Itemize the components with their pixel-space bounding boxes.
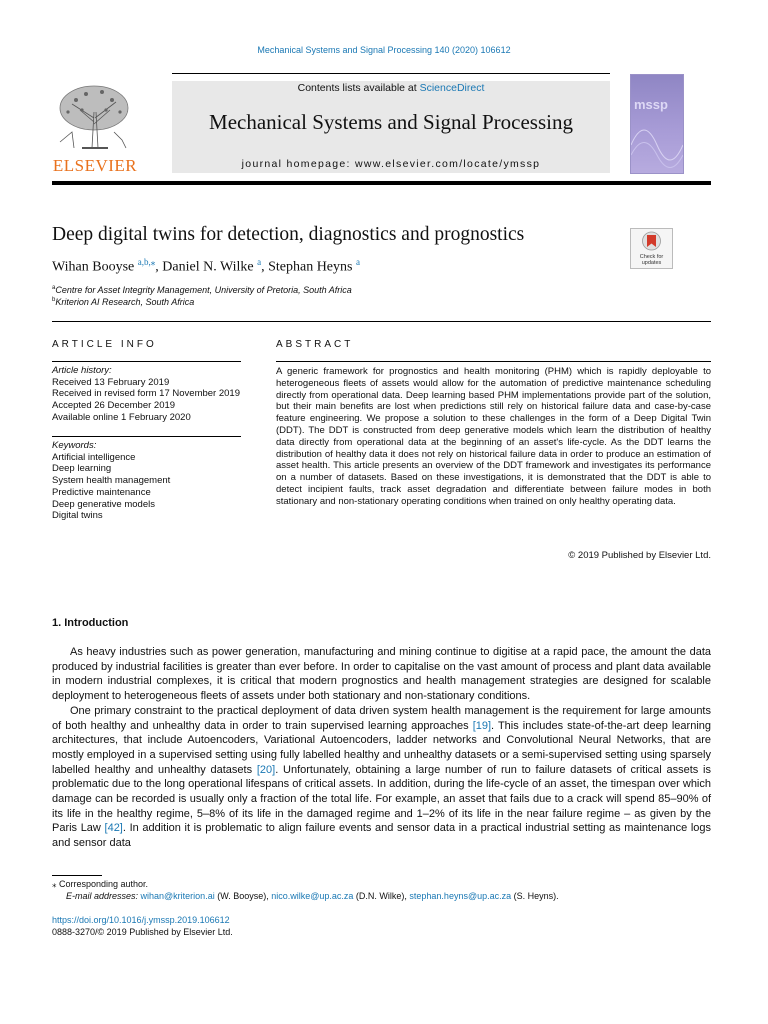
article-title: Deep digital twins for detection, diagnostics and prognostics xyxy=(52,224,525,245)
check-for-updates-badge[interactable] xyxy=(630,228,673,269)
history-heading: Article history: xyxy=(52,365,112,376)
header-top-rule xyxy=(172,73,610,74)
author-affiliation-mark[interactable]: a xyxy=(355,257,360,267)
affiliation-text: Centre for Asset Integrity Management, University of Pretoria, South Africa xyxy=(55,285,352,295)
text-run: One primary constraint to the practical deployment of data driven system health management is the requirement for large amounts of both healthy and unhealthy data in order to train supervised learning approaches xyxy=(52,704,711,732)
citation-link[interactable]: [19] xyxy=(472,719,492,732)
paragraph: As heavy industries such as power generation, manufacturing and mining continue to digitise at a rapid pace, the amount the data produced by industrial facilities is greater than ever before. In order to capitalise on the vast amount of process and plant data available in modern industrial complexes, it is critical that modern prognostics and health management strategies are designed for scalable deployment to heterogeneous fleets of assets under both stationary and non-stationary conditions. xyxy=(52,646,711,703)
paragraph xyxy=(52,704,711,851)
keyword: Artificial intelligence xyxy=(52,451,136,463)
journal-title: Mechanical Systems and Signal Processing xyxy=(209,110,573,134)
affiliation xyxy=(52,297,194,307)
journal-reference[interactable]: Mechanical Systems and Signal Processing 140 (2020) 106612 xyxy=(257,45,511,55)
citation-link[interactable]: [42] xyxy=(104,822,123,835)
email-link[interactable]: nico.wilke@up.ac.za xyxy=(271,891,354,901)
email-link[interactable]: wihan@kriterion.ai xyxy=(140,891,215,901)
email-link[interactable]: stephan.heyns@up.ac.za xyxy=(409,891,512,901)
introduction-body xyxy=(52,645,711,851)
issn-copyright: 0888-3270/© 2019 Published by Elsevier Ltd. xyxy=(52,927,233,937)
author-affiliation-mark[interactable]: a xyxy=(257,257,262,267)
author-affiliation-mark[interactable]: a,b,⁎ xyxy=(137,257,156,267)
affiliation-mark: b xyxy=(52,297,56,303)
history-item: Received in revised form 17 November 2019 xyxy=(52,388,240,400)
history-item: Available online 1 February 2020 xyxy=(52,411,191,423)
abstract-copyright: © 2019 Published by Elsevier Ltd. xyxy=(568,550,711,561)
homepage-prefix: journal homepage: xyxy=(241,158,355,170)
keywords-heading: Keywords: xyxy=(52,440,97,451)
elsevier-wordmark[interactable]: ELSEVIER xyxy=(52,156,138,175)
cover-title: mssp xyxy=(634,97,668,112)
author-list: Wihan Booyse $^{a,b,⁎}$, Daniel N. Wilke $^a$, Stephan Heyns $^a$ xyxy=(52,257,360,275)
check-updates-label: Check for updates xyxy=(639,254,664,266)
abstract-heading: ABSTRACT xyxy=(276,339,354,350)
history-item: Received 13 February 2019 xyxy=(52,376,170,388)
history-item: Accepted 26 December 2019 xyxy=(52,400,176,412)
sciencedirect-link[interactable]: ScienceDirect xyxy=(419,82,485,94)
affiliation-mark: a xyxy=(52,285,56,291)
section-heading-introduction: 1. Introduction xyxy=(52,617,129,629)
keyword: Deep learning xyxy=(52,463,112,475)
abstract-rule xyxy=(276,361,711,362)
email-owner: (D.N. Wilke), xyxy=(353,891,410,901)
contents-line xyxy=(172,82,610,94)
section-rule xyxy=(52,321,711,322)
doi-block xyxy=(52,914,233,938)
keyword: Deep generative models xyxy=(52,498,155,510)
journal-homepage xyxy=(172,158,610,170)
keywords-list xyxy=(52,440,170,522)
article-history xyxy=(52,365,240,424)
author-name[interactable]: Daniel N. Wilke xyxy=(162,259,254,275)
email-owner: (W. Booyse), xyxy=(214,891,272,901)
article-info-rule xyxy=(52,361,241,362)
bookmark-icon xyxy=(631,229,672,255)
contents-prefix: Contents lists available at xyxy=(297,82,420,94)
journal-cover-thumbnail[interactable] xyxy=(630,74,684,174)
text-run: . This includes state-of-the-art deep learning architectures, that include Autoencoders, Variational Autoencoders, ladder networks and Convolutional Neural Networks, that are mostly employed in a supervised setting using fully labelled healthy and unhealthy datasets or a semi-supervised setting using sparsely labelled healthy and unhealthy datasets xyxy=(52,719,711,776)
doi-link[interactable]: https://doi.org/10.1016/j.ymssp.2019.106612 xyxy=(52,915,230,925)
email-label: E-mail addresses: xyxy=(66,891,141,901)
author-name[interactable]: Stephan Heyns xyxy=(268,259,353,275)
header-thick-rule xyxy=(52,181,711,185)
affiliation xyxy=(52,285,352,295)
article-info-heading: ARTICLE INFO xyxy=(52,339,157,350)
keyword: Predictive maintenance xyxy=(52,486,151,498)
homepage-link[interactable]: www.elsevier.com/locate/ymssp xyxy=(354,158,541,170)
corresponding-author-note: ⁎ Corresponding author. xyxy=(52,879,149,889)
affiliation-text: Kriterion AI Research, South Africa xyxy=(55,297,195,307)
footnote-rule xyxy=(52,875,102,876)
keyword: Digital twins xyxy=(52,510,103,522)
text-run: . Unfortunately, obtaining a large number of run to failure datasets of critical assets is problematic due to the long operational lifespans of critical assets. In addition, during the life-cycle of an asset, the timespan over which damage can be recorded is usually only a fraction of the total life. For example, an asset that fails due to a crack will spend 85–90% of its life in the healthy regime, 5–8% of its life in the damaged regime and 1–2% of its life in the near failure regime – as given by the Paris Law xyxy=(52,763,711,835)
text-run: . In addition it is problematic to align failure events and sensor data in a practical industrial setting as maintenance logs and sensor data xyxy=(52,822,711,850)
author-name[interactable]: Wihan Booyse xyxy=(52,259,135,275)
keywords-rule xyxy=(52,436,241,437)
citation-link[interactable]: [20] xyxy=(256,763,276,776)
email-addresses xyxy=(52,890,559,902)
email-owner: (S. Heyns). xyxy=(511,891,559,901)
abstract-text: A generic framework for prognostics and health monitoring (PHM) which is rapidly deployable to heterogeneous fleets of assets would allow for the automation of predictive maintenance scheduling directly from operational data. Deep learning based PHM implementations provide part of the solution, but their main benefits are lost when predictions still rely on historical failure data and case-by-case feature engineering. We propose a solution to these challenges in the form of a Deep Digital Twin (DDT). The DDT is constructed from deep generative models which learn the distribution of healthy data directly from operational data at the beginning of an asset's life-cycle. As the DDT learns the distribution of healthy data it does not rely on historical failure data in order to produce an estimation of asset health. This article presents an overview of the DDT framework and investigates its performance on a number of datasets. Based on these investigations, it is demonstrated that the DDT is able to detect incipient faults, track asset degradation and differentiate between failure modes in both stationary and non-stationary operating conditions when trained on only healthy operating data. xyxy=(276,366,711,507)
keyword: System health management xyxy=(52,475,171,487)
footnotes xyxy=(52,878,559,902)
